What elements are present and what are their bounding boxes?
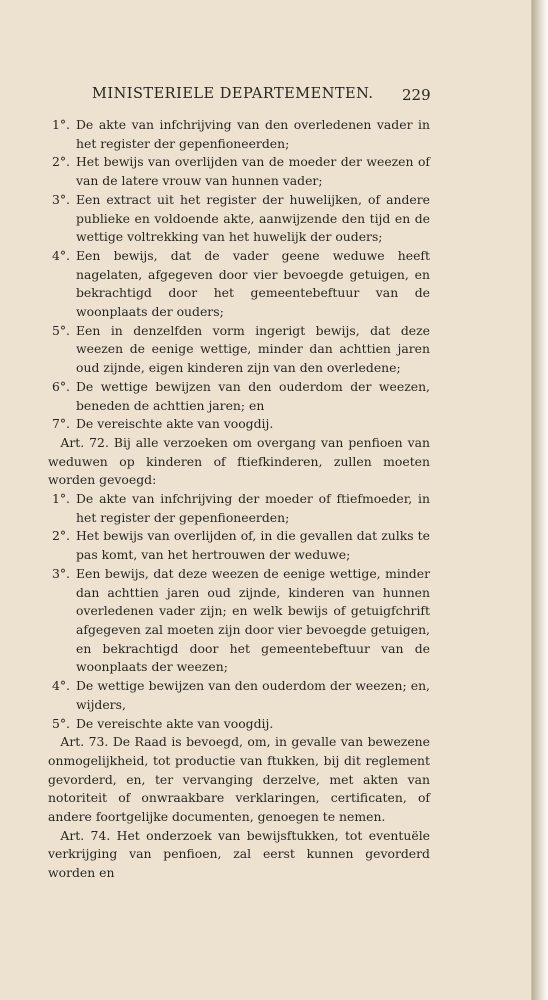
item-number: 7°. [51, 416, 70, 432]
article-72 [48, 434, 430, 490]
list-item [48, 153, 430, 190]
item-text: De akte van infchrijving der moeder of ftiefmoeder, in het register der gepenfioneerden; [76, 491, 430, 525]
item-number: 6°. [51, 378, 70, 394]
article-text: Het onderzoek van bewijsftukken, tot eventuële verkrijging van penfioen, zal eerst kunnen gevorderd worden en [48, 827, 430, 881]
page-edge [532, 0, 548, 1000]
item-number: 4°. [51, 678, 70, 694]
article-label: Art. 74. [60, 827, 111, 843]
item-number: 3°. [51, 565, 70, 581]
list-item [48, 415, 430, 434]
requirements-list-art71 [48, 116, 430, 434]
list-item [48, 677, 430, 714]
item-number: 2°. [51, 154, 70, 170]
list-item [48, 565, 430, 677]
requirements-list-art72 [48, 490, 430, 733]
item-text: Een extract uit het register der huwelijken, of andere publieke en voldoende akte, aanwijzende den tijd en de wettige voltrekking van het huwelijk der ouders; [76, 191, 430, 245]
item-number: 5°. [51, 715, 70, 731]
list-item [48, 715, 430, 734]
item-number: 3°. [51, 191, 70, 207]
list-item [48, 527, 430, 564]
article-label: Art. 73. [60, 734, 109, 750]
item-number: 1°. [51, 491, 70, 507]
item-text: Een bewijs, dat de vader geene weduwe heeft nagelaten, afgegeven door vier bevoegde getuigen, en bekrachtigd door het gemeentebeftuur van de woonplaats der ouders; [76, 247, 430, 320]
article-label: Art. 72. [60, 434, 109, 450]
article-73 [48, 733, 430, 827]
item-number: 5°. [51, 322, 70, 338]
article-74 [48, 827, 430, 883]
item-text: De akte van infchrijving van den overledenen vader in het register der gepenfioneerden; [76, 117, 430, 151]
running-title: MINISTERIELE DEPARTEMENTEN. [92, 86, 374, 102]
article-text: De Raad is bevoegd, om, in gevalle van bewezene onmogelijkheid, tot productie van ftukken, bij dit reglement gevorderd, en, ter vervanging derzelve, met akten van notoriteit of onwraakbare verklaringen, certificaten, of andere foortgelijke documenten, genoegen te nemen. [48, 734, 430, 825]
item-text: Het bewijs van overlijden van de moeder der weezen of van de latere vrouw van hunnen vader; [76, 154, 430, 189]
item-text: De vereischte akte van voogdij. [76, 416, 274, 432]
list-item [48, 490, 430, 527]
list-item [48, 247, 430, 322]
article-text: Bij alle verzoeken om overgang van penfioen van weduwen op kinderen of ftiefkinderen, zullen moeten worden gevoegd: [48, 434, 430, 488]
item-text: De vereischte akte van voogdij. [76, 715, 274, 731]
item-number: 4°. [51, 247, 70, 263]
item-number: 2°. [51, 528, 70, 544]
item-number: 1°. [51, 117, 70, 132]
item-text: Een in denzelfden vorm ingerigt bewijs, dat deze weezen de eenige wettige, minder dan achttien jaren oud zijnde, eigen kinderen zijn van den overledene; [76, 322, 430, 376]
list-item [48, 116, 430, 153]
list-item [48, 322, 430, 378]
list-item [48, 191, 430, 247]
item-text: De wettige bewijzen van den ouderdom der weezen; en, wijders, [76, 678, 430, 712]
page-body [48, 116, 430, 883]
item-text: Een bewijs, dat deze weezen de eenige wettige, minder dan achttien jaren oud zijnde, kinderen van hunnen overledenen vader zijn; en welk bewijs of getuigfchrift afgegeven zal moeten zijn door vier bevoegde getuigen, en bekrachtigd door het gemeentebeftuur van de woonplaats der weezen; [76, 565, 430, 675]
item-text: De wettige bewijzen van den ouderdom der weezen, beneden de achttien jaren; en [76, 378, 430, 413]
page-number: 229 [402, 86, 431, 104]
list-item [48, 378, 430, 415]
item-text: Het bewijs van overlijden of, in die gevallen dat zulks te pas komt, van het hertrouwen der weduwe; [76, 528, 430, 563]
